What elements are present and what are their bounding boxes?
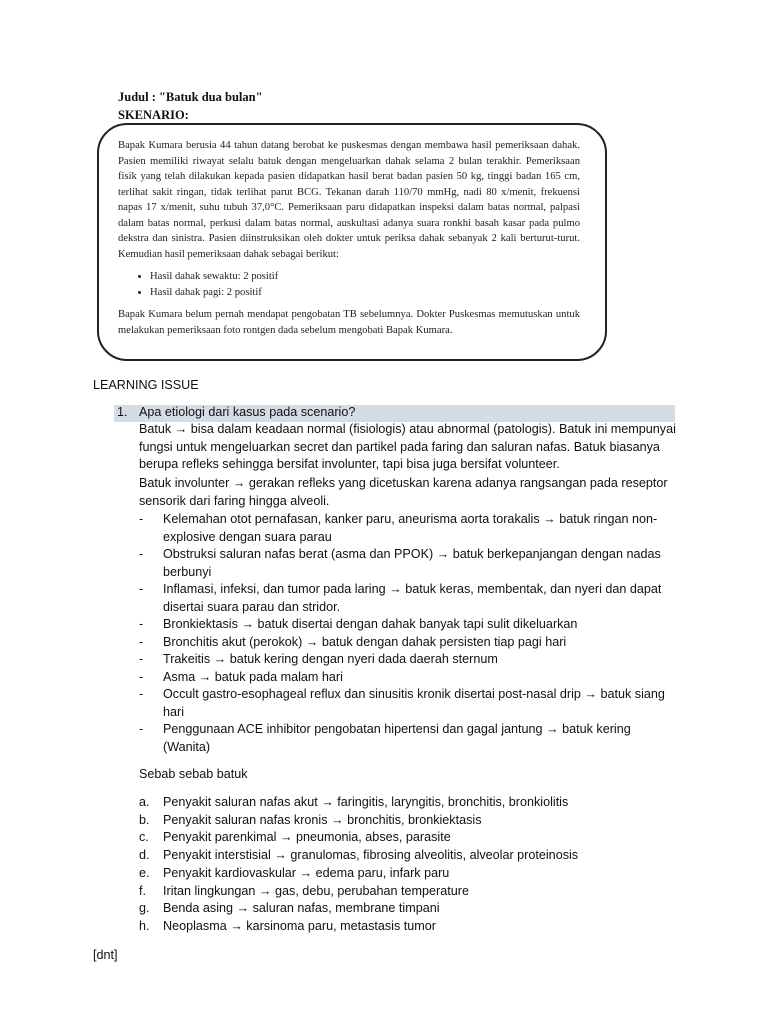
- footer-tag: [dnt]: [93, 948, 118, 962]
- list-letter: e.: [139, 865, 150, 880]
- scenario-paragraph-1: Bapak Kumara berusia 44 tahun datang berobat ke puskesmas dengan membawa hasil pemeriksaan dahak. Pasien memiliki riwayat selalu batuk dengan mengeluarkan dahak selama 2 bulan terakhir. Pemeriksaan fisik yang telah dilakukan kepada pasien didapatkan hasil berat badan pasien 50 kg, tinggi badan 165 cm, terlihat sakit ringan, tidak terlihat parut BCG. Tekanan darah 110/70 mmHg, nadi 80 x/menit, frekuensi napas 17 x/menit, suhu tubuh 37,0°C. Pemeriksaan paru didapatkan inspeksi dalam batas normal, palpasi dalam batas normal, perkusi dalam batas normal, auskultasi adanya suara ronkhi basah kasar pada pulmo dekstra dan sinistra. Pasien diinstruksikan oleh dokter untuk periksa dahak sebanyak 2 kali berturut-turut. Kemudian hasil pemeriksaan dahak sebagai berikut:: [118, 140, 580, 260]
- list-item-text: Bronkiektasis → batuk disertai dengan dahak banyak tapi sulit dikeluarkan: [163, 617, 578, 631]
- list-item: [139, 918, 679, 936]
- list-item: [139, 651, 679, 669]
- list-item-text: Kelemahan otot pernafasan, kanker paru, aneurisma aorta torakalis → batuk ringan non-explosive dengan suara parau: [163, 512, 658, 544]
- list-letter: b.: [139, 812, 150, 827]
- intro-paragraph-2: Batuk involunter → gerakan refleks yang dicetuskan karena adanya rangsangan pada reseptor sensorik dari faring hingga alveoli.: [139, 476, 668, 508]
- list-letter: f.: [139, 883, 146, 898]
- list-item-text: Obstruksi saluran nafas berat (asma dan PPOK) → batuk berkepanjangan dengan nadas berbunyi: [163, 547, 661, 579]
- list-item: [139, 669, 679, 687]
- scenario-heading: SKENARIO:: [118, 108, 189, 122]
- list-item-text: Neoplasma → karsinoma paru, metastasis tumor: [163, 918, 436, 933]
- list-item: [139, 511, 679, 546]
- list-letter: h.: [139, 918, 150, 933]
- dash-bullet: -: [139, 634, 144, 649]
- causes-heading: Sebab sebab batuk: [139, 767, 248, 781]
- list-item: [139, 634, 679, 652]
- list-item: [139, 686, 679, 721]
- list-item: [139, 829, 679, 847]
- question-number: 1.: [117, 405, 128, 419]
- intro-paragraph-1: Batuk → bisa dalam keadaan normal (fisiologis) atau abnormal (patologis). Batuk ini mempunyai fungsi untuk mengeluarkan secret dan partikel pada faring dan saluran nafas. Batuk biasanya berupa refleks sehingga bersifat involunter, tapi bisa juga bersifat volunteer.: [139, 422, 676, 471]
- list-item: [139, 865, 679, 883]
- list-item: [139, 721, 679, 756]
- scenario-results-list: [118, 269, 580, 300]
- dash-bullet: -: [139, 722, 144, 736]
- list-item-text: Penyakit parenkimal → pneumonia, abses, parasite: [163, 830, 451, 845]
- scenario-result-item: • Hasil dahak sewaktu: 2 positif: [150, 269, 580, 285]
- list-item-text: Benda asing → saluran nafas, membrane timpani: [163, 901, 440, 916]
- list-letter: c.: [139, 830, 149, 845]
- list-letter: a.: [139, 795, 150, 809]
- scenario-result-item: • Hasil dahak pagi: 2 positif: [150, 285, 580, 301]
- cough-types-list: [139, 511, 679, 756]
- dash-bullet: -: [139, 582, 144, 596]
- list-item: [139, 616, 679, 634]
- list-item-text: Penyakit kardiovaskular → edema paru, infark paru: [163, 865, 450, 880]
- list-item: [139, 900, 679, 918]
- scenario-paragraph-2: Bapak Kumara belum pernah mendapat pengobatan TB sebelumnya. Dokter Puskesmas memutuskan untuk melakukan pemeriksaan foto rontgen dada sebelum mengobati Bapak Kumara.: [118, 309, 580, 336]
- dash-bullet: -: [139, 617, 144, 631]
- list-letter: g.: [139, 901, 150, 916]
- dash-bullet: -: [139, 687, 144, 701]
- list-item: [139, 883, 679, 901]
- dash-bullet: -: [139, 547, 144, 561]
- dash-bullet: -: [139, 512, 144, 526]
- list-item-text: Penggunaan ACE inhibitor pengobatan hipertensi dan gagal jantung → batuk kering (Wanita): [163, 722, 631, 754]
- scenario-title: Judul : "Batuk dua bulan": [118, 90, 263, 104]
- list-item-text: Iritan lingkungan → gas, debu, perubahan temperature: [163, 883, 469, 898]
- list-item-text: Penyakit interstisial → granulomas, fibrosing alveolitis, alveolar proteinosis: [163, 848, 579, 863]
- dash-bullet: -: [139, 669, 144, 684]
- list-item: [139, 812, 679, 830]
- list-letter: d.: [139, 848, 150, 863]
- list-item: [139, 581, 679, 616]
- list-item: [139, 546, 679, 581]
- list-item-text: Asma → batuk pada malam hari: [163, 669, 343, 684]
- causes-list: [139, 794, 679, 936]
- scenario-text: [118, 138, 580, 338]
- list-item-text: Bronchitis akut (perokok) → batuk dengan dahak persisten tiap pagi hari: [163, 634, 567, 649]
- list-item: [139, 794, 679, 812]
- list-item: [139, 847, 679, 865]
- list-item-text: Inflamasi, infeksi, dan tumor pada laring → batuk keras, membentak, dan nyeri dan dapat disertai suara parau dan stridor.: [163, 582, 662, 614]
- list-item-text: Penyakit saluran nafas akut → faringitis, laryngitis, bronchitis, bronkiolitis: [163, 795, 569, 809]
- list-item-text: Penyakit saluran nafas kronis → bronchitis, bronkiektasis: [163, 812, 482, 827]
- question-text: Apa etiologi dari kasus pada scenario?: [139, 405, 356, 419]
- list-item-text: Trakeitis → batuk kering dengan nyeri dada daerah sternum: [163, 652, 498, 666]
- learning-issue-heading: LEARNING ISSUE: [93, 378, 199, 392]
- dash-bullet: -: [139, 652, 144, 666]
- list-item-text: Occult gastro-esophageal reflux dan sinusitis kronik disertai post-nasal drip → batuk siang hari: [163, 687, 665, 719]
